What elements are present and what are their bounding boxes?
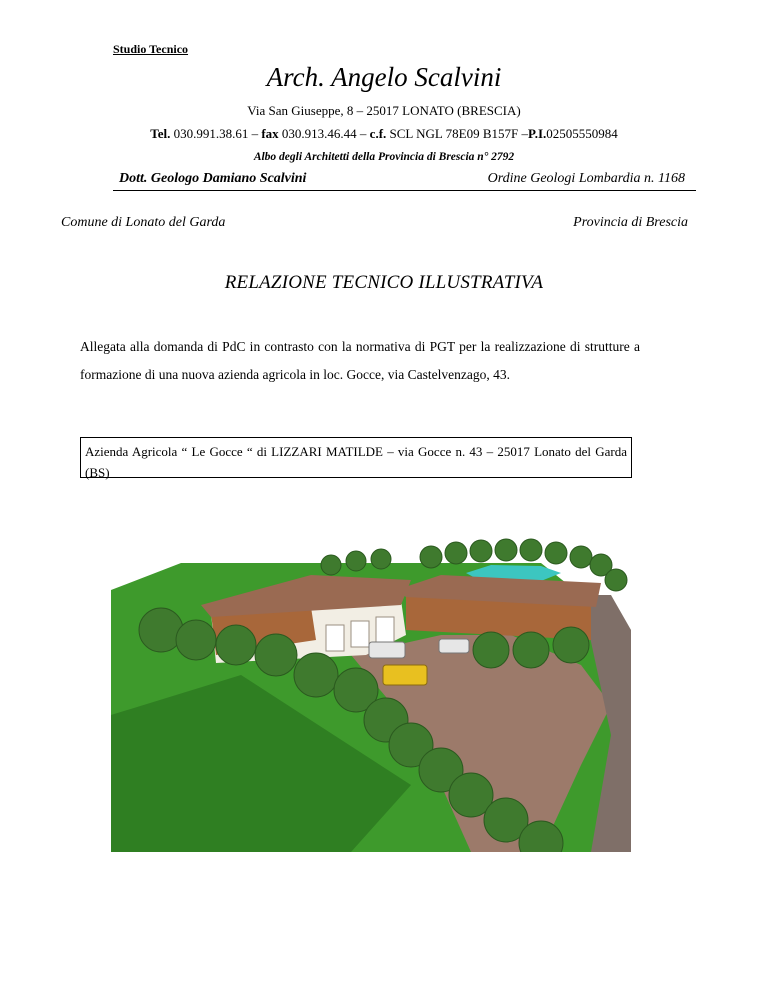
tel-label: Tel. xyxy=(150,126,171,141)
geologist-name: Dott. Geologo Damiano Scalvini xyxy=(119,171,307,186)
albo-registration: Albo degli Architetti della Provincia di Brescia n° 2792 xyxy=(253,151,515,163)
studio-label: Studio Tecnico xyxy=(113,42,189,56)
province: Provincia di Brescia xyxy=(573,215,688,230)
pi-value: 02505550984 xyxy=(546,126,618,141)
yellow-van xyxy=(383,665,427,685)
pi-label: P.I. xyxy=(527,126,547,141)
tel-value: 030.991.38.61 – xyxy=(173,126,259,141)
studio-address: Via San Giuseppe, 8 – 25017 LONATO (BRESCIA) xyxy=(247,103,521,118)
cf-label: c.f. xyxy=(369,126,387,141)
farm-rendering-image xyxy=(111,535,631,852)
cf-value: SCL NGL 78E09 B157F – xyxy=(389,126,528,141)
garage-door-1 xyxy=(326,625,344,651)
studio-contacts xyxy=(0,126,768,142)
intro-paragraph: Allegata alla domanda di PdC in contrasto con la normativa di PGT per la realizzazione di strutture a formazione di una nuova azienda agricola in loc. Gocce, via Castelvenzago, 43. xyxy=(80,339,640,382)
fax-value: 030.913.46.44 – xyxy=(281,126,367,141)
geologist-registration: Ordine Geologi Lombardia n. 1168 xyxy=(487,171,685,186)
garage-door-2 xyxy=(351,621,369,647)
applicant-box: Azienda Agricola “ Le Gocce “ di LIZZARI MATILDE – via Gocce n. 43 – 25017 Lonato del Garda (BS) xyxy=(80,437,632,478)
architect-name: Arch. Angelo Scalvini xyxy=(266,62,502,92)
document-title: RELAZIONE TECNICO ILLUSTRATIVA xyxy=(224,272,544,293)
fax-label: fax xyxy=(261,126,279,141)
pickup-white-2 xyxy=(439,639,469,653)
garage-door-3 xyxy=(376,617,394,643)
municipality: Comune di Lonato del Garda xyxy=(61,215,226,230)
header-divider xyxy=(113,190,696,191)
pickup-white-1 xyxy=(369,642,405,658)
